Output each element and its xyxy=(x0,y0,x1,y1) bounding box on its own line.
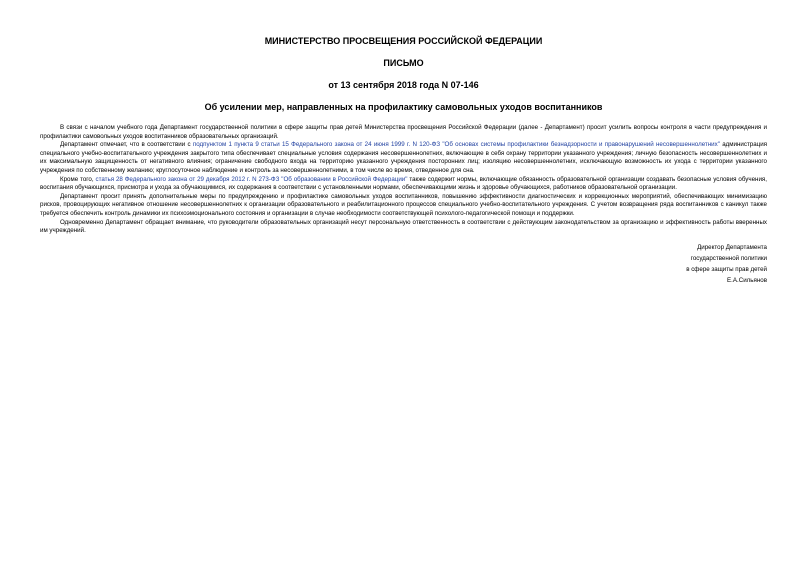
paragraph-1: В связи с началом учебного года Департамент государственной политики в сфере защиты прав детей Министерства просвещения Российской Федерации (далее - Департамент) просит усилить вопросы контроля в части предупреждения и профилактики самовольных уходов воспитанников образовательных организаций. xyxy=(40,124,767,140)
signature-position-line-1: Директор Департамента xyxy=(697,243,767,251)
paragraph-2-text-b: администрация специального учебно-воспитательного учреждения закрытого типа обеспечивает специальные условия содержания несовершеннолетних, включающие в себя охрану территории указанного учреждения; личную безопасность несовершеннолетних и их максимальную защищенность от негативного влияния; ограничение свободного входа на территорию указанного учреждения посторонних лиц; изоляцию несовершеннолетних, исключающую возможность их ухода с территории указанного учреждения по собственному желанию; круглосуточное наблюдение и контроль за несовершеннолетними, в том числе во время, отведенное для сна. xyxy=(40,141,768,174)
law-273-fz-link[interactable]: статья 28 Федерального закона от 29 декабря 2012 г. N 273-ФЗ "Об образовании в Российской Федерации" xyxy=(95,175,408,183)
signature-position-line-3: в сфере защиты прав детей xyxy=(686,266,767,274)
ministry-heading: МИНИСТЕРСТВО ПРОСВЕЩЕНИЯ РОССИЙСКОЙ ФЕДЕРАЦИИ xyxy=(264,36,543,46)
paragraph-2 xyxy=(40,141,767,175)
paragraph-3-text-a: Кроме того, xyxy=(60,175,96,183)
paragraph-3 xyxy=(40,176,767,193)
paragraph-2-text-a: Департамент отмечает, что в соответствии с xyxy=(60,141,193,149)
signature-name: Е.А.Сильянов xyxy=(727,277,767,285)
document-body xyxy=(40,124,767,236)
signature-block xyxy=(40,242,767,287)
paragraph-3-text-b: также содержит нормы, включающие обязанность образовательной организации создавать безопасные условия обучения, воспитания обучающихся, присмотра и ухода за обучающимися, их содержания в соответствии с установленными нормами, обеспечивающими жизнь и здоровье обучающихся, работников образовательной организации. xyxy=(40,175,767,192)
document-title: Об усилении мер, направленных на профилактику самовольных уходов воспитанников xyxy=(204,102,603,112)
paragraph-5: Одновременно Департамент обращает внимание, что руководители образовательных организаций несут персональную ответственность в соответствии с действующим законодательством за организацию и эффективность работы вверенных им учреждений. xyxy=(40,218,767,235)
law-120-fz-link[interactable]: подпунктом 1 пункта 9 статьи 15 Федерального закона от 24 июня 1999 г. N 120-ФЗ "Об основах системы профилактики безнадзорности и правонарушений несовершеннолетних" xyxy=(192,141,720,149)
paragraph-4: Департамент просит принять дополнительные меры по предупреждению и профилактике самовольных уходов воспитанников, повышению эффективности диагностических и коррекционных мероприятий, обеспечивающих минимизацию рисков, провоцирующих негативное отношение несовершеннолетних к организации образовательного и реабилитационного процессов специального учебно-воспитательного учреждения. С учетом возвращения ряда воспитанников с каникул также требуется обеспечить контроль динамики их психоэмоционального состояния и организации в случае необходимости соответствующей психолого-педагогической помощи и поддержки. xyxy=(40,192,767,217)
document-page xyxy=(40,36,767,287)
document-date-number: от 13 сентября 2018 года N 07-146 xyxy=(328,80,479,90)
signature-position-line-2: государственной политики xyxy=(690,254,767,262)
document-type-heading: ПИСЬМО xyxy=(383,58,424,68)
